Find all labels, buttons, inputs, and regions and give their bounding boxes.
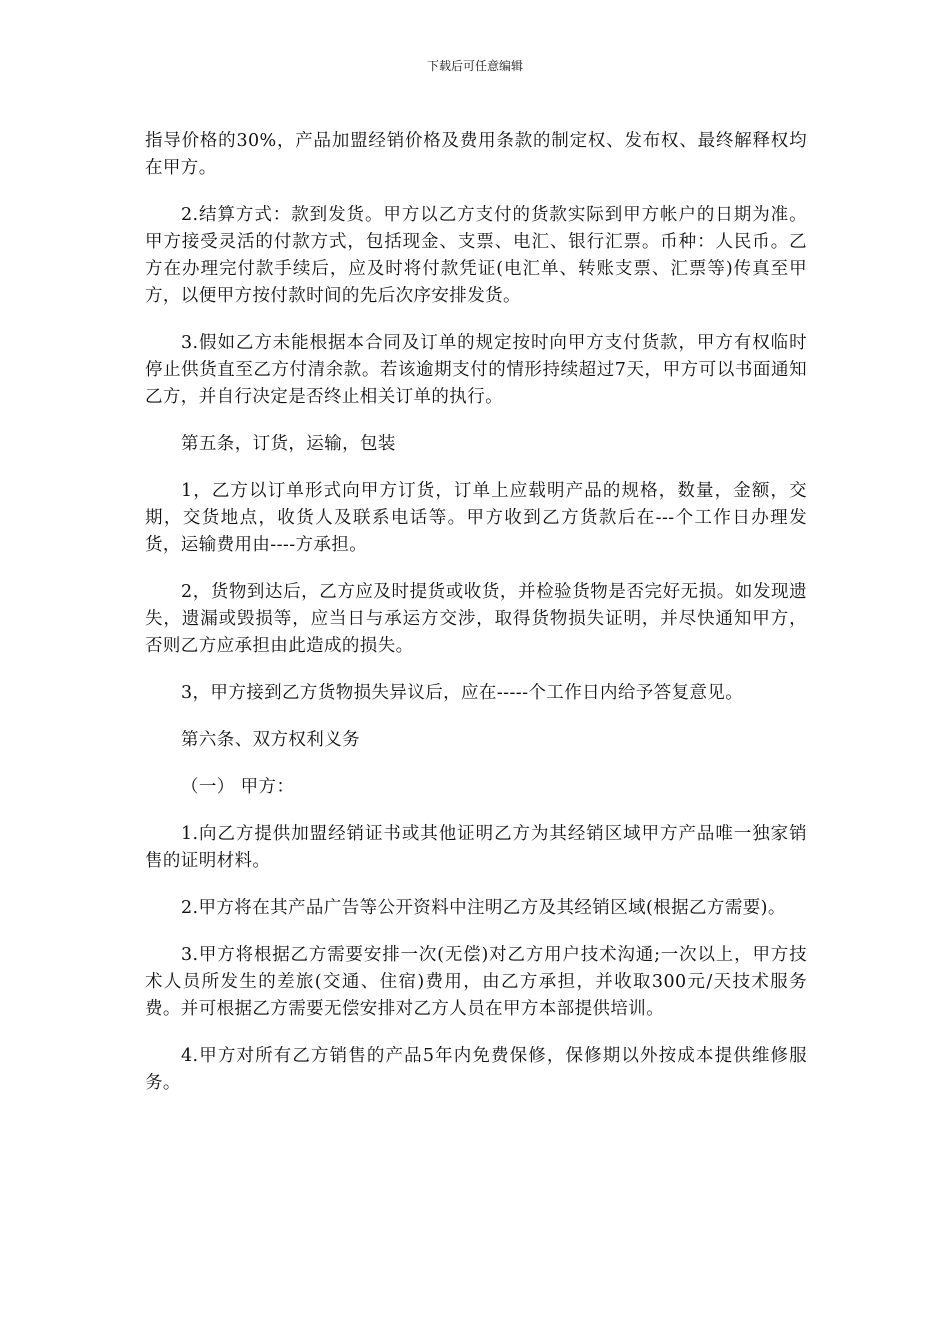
paragraph-settlement-method: 2.结算方式：款到发货。甲方以乙方支付的货款实际到甲方帐户的日期为准。甲方接受灵活的付款方式，包括现金、支票、电汇、银行汇票。币种：人民币。乙方在办理完付款手续后，应及时将付款凭证(电汇单、转账支票、汇票等)传真至甲方，以便甲方按付款时间的先后次序安排发货。 [145,205,807,306]
paragraph-ordering: 1，乙方以订单形式向甲方订货，订单上应载明产品的规格，数量，金额，交期，交货地点，收货人及联系电话等。甲方收到乙方货款后在---个工作日办理发货，运输费用由----方承担。 [145,481,807,555]
paragraph-technical-support: 3.甲方将根据乙方需要安排一次(无偿)对乙方用户技术沟通;一次以上，甲方技术人员所发生的差旅(交通、住宿)费用，由乙方承担，并收取300元/天技术服务费。并可根据乙方需要无偿安排对乙方人员在甲方本部提供培训。 [145,945,807,1019]
subsection-heading-party-a: （一） 甲方： [181,777,295,797]
paragraph-advertising: 2.甲方将在其产品广告等公开资料中注明乙方及其经销区域(根据乙方需要)。 [181,898,786,918]
paragraph-late-payment: 3.假如乙方未能根据本合同及订单的规定按时向甲方支付货款，甲方有权临时停止供货直至乙方付清余款。若该逾期支付的情形持续超过7天，甲方可以书面通知乙方，并自行决定是否终止相关订单的执行。 [145,333,807,407]
paragraph-loss-response: 3，甲方接到乙方货物损失异议后，应在-----个工作日内给予答复意见。 [181,683,744,703]
paragraph-certificate: 1.向乙方提供加盟经销证书或其他证明乙方为其经销区域甲方产品唯一独家销售的证明材料。 [145,824,807,871]
paragraph-continuation: 指导价格的30%，产品加盟经销价格及费用条款的制定权、发布权、最终解释权均在甲方。 [145,131,807,178]
section-heading-article-5: 第五条，订货，运输，包装 [181,434,396,454]
section-heading-article-6: 第六条、双方权利义务 [181,730,360,750]
paragraph-warranty: 4.甲方对所有乙方销售的产品5年内免费保修，保修期以外按成本提供维修服务。 [145,1046,807,1093]
page-header: 下载后可任意编辑 [426,59,523,73]
paragraph-delivery-inspection: 2，货物到达后，乙方应及时提货或收货，并检验货物是否完好无损。如发现遗失，遗漏或毁损等，应当日与承运方交涉，取得货物损失证明，并尽快通知甲方，否则乙方应承担由此造成的损失。 [145,582,807,656]
document-body [145,128,807,1117]
